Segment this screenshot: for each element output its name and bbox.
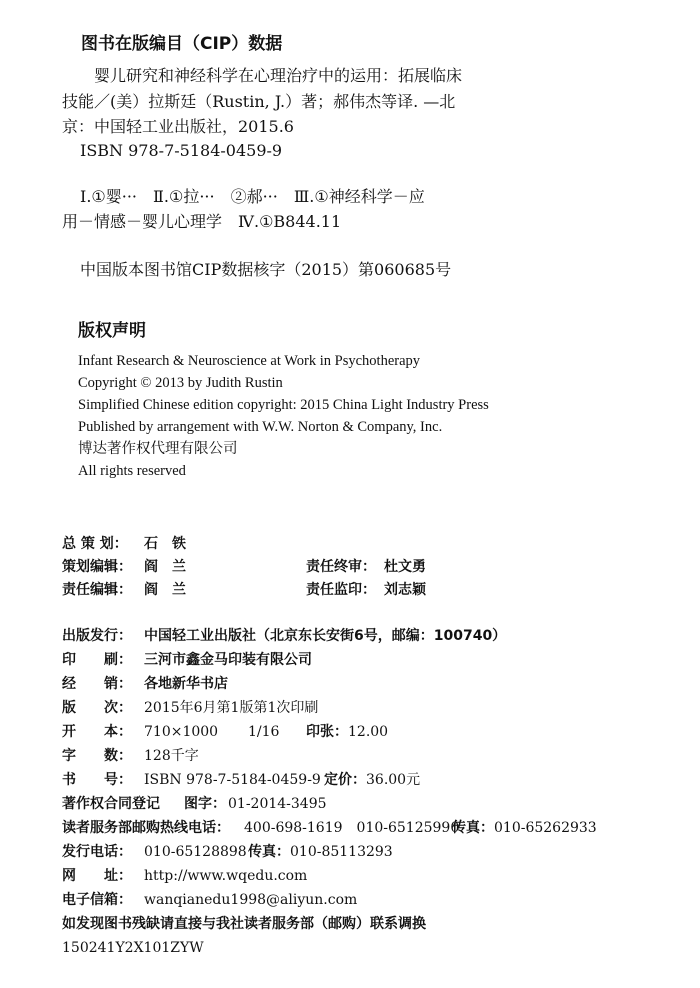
cip-classification: 用－情感－婴儿心理学 Ⅳ.①B844.11 — [62, 212, 342, 231]
publisher-value: 中国轻工业出版社（北京东长安街6号，邮编：100740） — [144, 628, 507, 644]
sales-fax-value: 010-85113293 — [290, 844, 393, 860]
contract-number-label: 图字： — [184, 796, 226, 812]
planning-editor-value: 阎 兰 — [144, 559, 186, 575]
distributor-value: 各地新华书店 — [144, 676, 228, 692]
sales-phone-label: 发行电话： — [62, 844, 132, 860]
copyright-line: Copyright © 2013 by Judith Rustin — [78, 375, 283, 391]
sales-phone-value: 010-65128898 — [144, 844, 247, 860]
final-reviewer-value: 杜文勇 — [384, 559, 426, 575]
words-value: 128千字 — [144, 748, 199, 764]
publisher-label: 出版发行： — [62, 628, 132, 644]
website-label: 网 址： — [62, 868, 132, 884]
cip-line: 婴儿研究和神经科学在心理治疗中的运用：拓展临床 — [94, 66, 463, 85]
hotline-label: 读者服务部邮购热线电话： — [62, 820, 230, 836]
copyright-line: Infant Research & Neuroscience at Work in Psychotherapy — [78, 353, 421, 369]
sheets-label: 印张： — [306, 724, 348, 740]
email-label: 电子信箱： — [62, 892, 132, 908]
contract-number-value: 01-2014-3495 — [228, 796, 327, 812]
cip-line: 京：中国轻工业出版社，2015.6 — [62, 117, 294, 136]
hotline-value: 400-698-1619 010-65125990 — [244, 820, 460, 836]
edition-label: 版 次： — [62, 700, 132, 716]
cip-heading: 图书在版编目（CIP）数据 — [81, 34, 283, 54]
copyright-line: All rights reserved — [78, 463, 186, 479]
edition-value: 2015年6月第1版第1次印刷 — [144, 700, 319, 716]
cip-classification: Ⅰ.①婴··· Ⅱ.①拉··· ②郝··· Ⅲ.①神经科学－应 — [80, 187, 425, 206]
website-link: http://www.wqedu.com — [144, 868, 308, 884]
isbn-value: ISBN 978-7-5184-0459-9 — [144, 772, 321, 788]
chief-planner-value: 石 铁 — [144, 536, 186, 552]
format-label: 开 本： — [62, 724, 132, 740]
responsible-editor-label: 责任编辑： — [62, 582, 132, 598]
price-label: 定价： — [324, 772, 366, 788]
cip-isbn: ISBN 978-7-5184-0459-9 — [80, 141, 283, 160]
hotline-fax-label: 传真： — [452, 820, 494, 836]
hotline-fax-value: 010-65262933 — [494, 820, 597, 836]
distributor-label: 经 销： — [62, 676, 132, 692]
final-reviewer-label: 责任终审： — [306, 559, 376, 575]
responsible-editor-value: 阎 兰 — [144, 582, 186, 598]
copyright-line: Simplified Chinese edition copyright: 2015 China Light Industry Press — [78, 397, 489, 413]
email-value: wanqianedu1998@aliyun.com — [144, 892, 358, 908]
sheets-value: 12.00 — [348, 724, 389, 740]
print-supervisor-value: 刘志颖 — [384, 582, 426, 598]
contract-label: 著作权合同登记 — [62, 796, 160, 812]
copyright-line: 博达著作权代理有限公司 — [78, 441, 238, 457]
printer-label: 印 刷： — [62, 652, 132, 668]
print-code: 150241Y2X101ZYW — [62, 940, 204, 956]
print-supervisor-label: 责任监印： — [306, 582, 376, 598]
words-label: 字 数： — [62, 748, 132, 764]
isbn-label: 书 号： — [62, 772, 132, 788]
cip-record-number: 中国版本图书馆CIP数据核字（2015）第060685号 — [80, 260, 452, 279]
planning-editor-label: 策划编辑： — [62, 559, 132, 575]
copyright-heading: 版权声明 — [78, 321, 146, 341]
copyright-line: Published by arrangement with W.W. Norton & Company, Inc. — [78, 419, 443, 435]
cip-line: 技能／(美）拉斯廷（Rustin, J.）著；郝伟杰等译. —北 — [62, 92, 456, 111]
format-fraction: 1/16 — [248, 724, 280, 740]
sales-fax-label: 传真： — [248, 844, 290, 860]
printer-value: 三河市鑫金马印装有限公司 — [144, 652, 312, 668]
chief-planner-label: 总 策 划： — [62, 536, 128, 552]
defect-notice: 如发现图书残缺请直接与我社读者服务部（邮购）联系调换 — [62, 916, 426, 932]
format-value: 710×1000 — [144, 724, 219, 740]
price-value: 36.00元 — [366, 772, 421, 788]
